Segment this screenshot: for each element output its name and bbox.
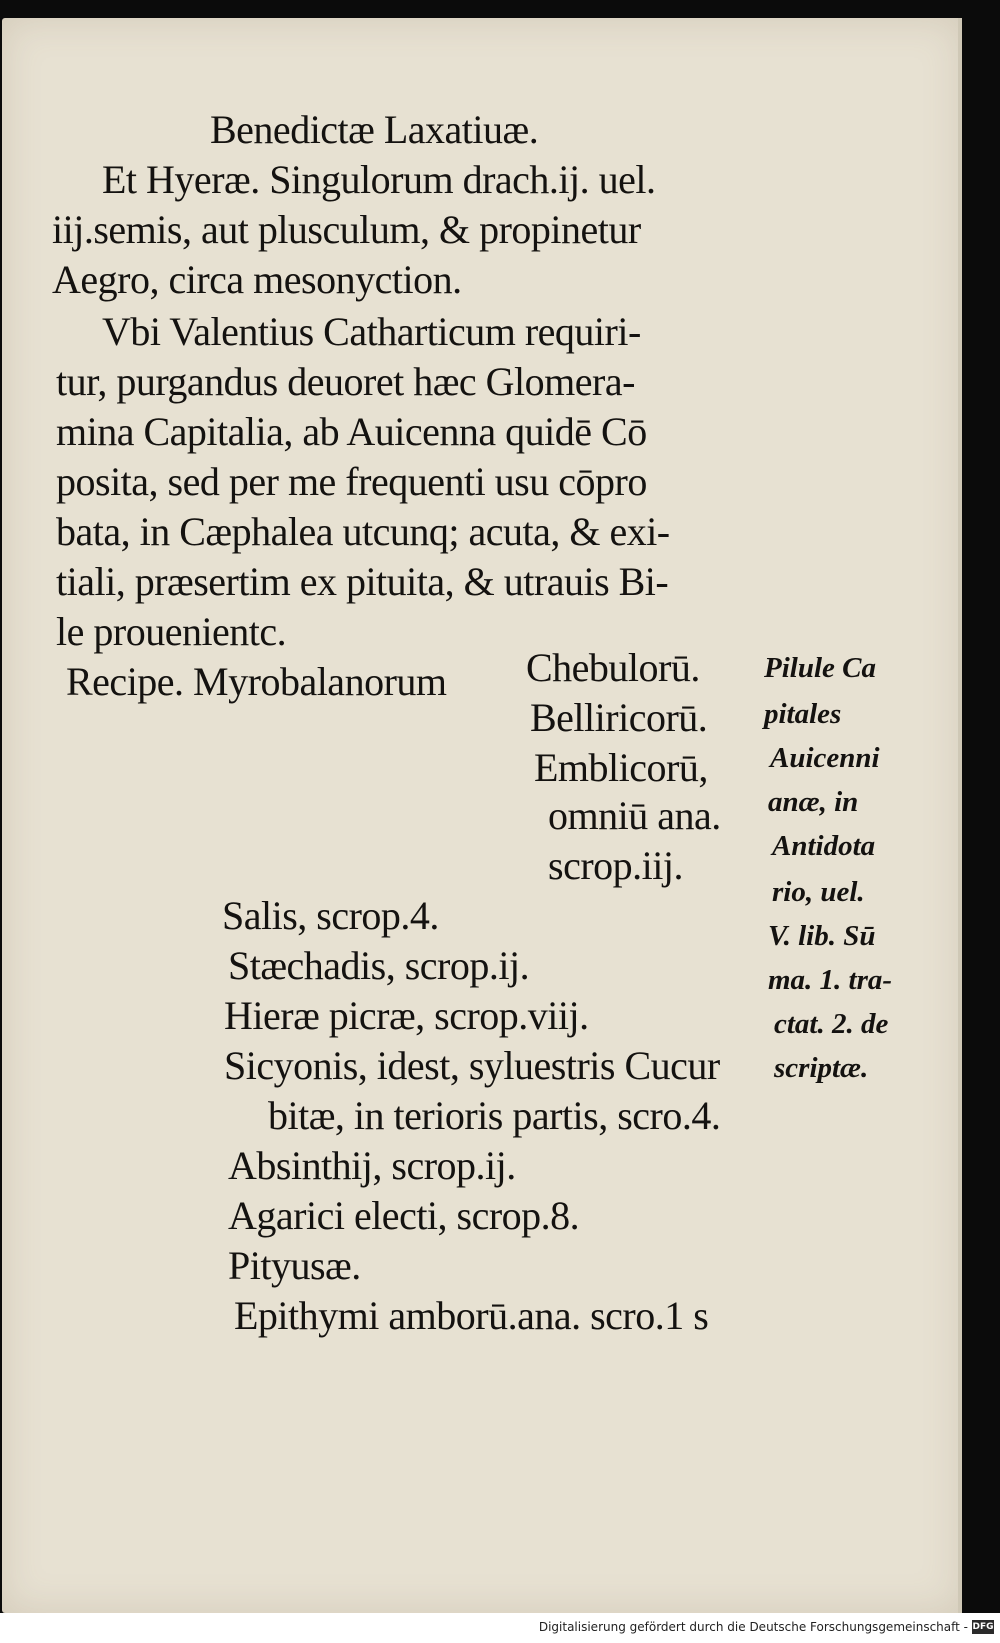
margin-note-line: Auicenni — [770, 742, 880, 774]
heading-line: Benedictæ Laxatiuæ. — [210, 107, 539, 152]
text-line: posita, sed per me frequenti usu cōpro — [56, 459, 647, 504]
text-line: iij.semis, aut plusculum, & propinetur — [52, 207, 641, 252]
margin-note-line: Antidota — [772, 830, 876, 862]
recipe-item: Absinthij, scrop.ij. — [228, 1143, 516, 1188]
recipe-item: Agarici electi, scrop.8. — [228, 1193, 580, 1238]
recipe-item: Pityusæ. — [228, 1243, 361, 1288]
dfg-logo: DFG — [972, 1622, 994, 1632]
margin-note-line: ma. 1. tra- — [768, 964, 893, 996]
recipe-item: Stæchadis, scrop.ij. — [228, 943, 530, 988]
footer-bar — [0, 1613, 1000, 1643]
book-page — [2, 18, 962, 1613]
recipe-col-line: omniū ana. — [548, 793, 721, 838]
text-line: Vbi Valentius Catharticum requiri- — [102, 309, 641, 354]
recipe-col-line: Emblicorū, — [534, 745, 708, 790]
recipe-col-line: Belliricorū. — [530, 695, 708, 740]
recipe-item: Sicyonis, idest, syluestris Cucur — [224, 1043, 720, 1088]
text-line: mina Capitalia, ab Auicenna quidē Cō — [56, 409, 647, 454]
margin-note-line: scriptæ. — [774, 1052, 869, 1084]
recipe-item: Salis, scrop.4. — [222, 893, 439, 938]
text-line: tur, purgandus deuoret hæc Glomera- — [56, 359, 635, 404]
recipe-item: bitæ, in terioris partis, scro.4. — [268, 1093, 721, 1138]
recipe-col-line: scrop.iij. — [548, 843, 683, 888]
margin-note-line: anæ, in — [768, 786, 859, 818]
recipe-item: Hieræ picræ, scrop.viij. — [224, 993, 589, 1038]
text-line: tiali, præsertim ex pituita, & utrauis Bi- — [56, 559, 669, 604]
page-edge — [958, 18, 962, 1613]
text-line: bata, in Cæphalea utcunq; acuta, & exi- — [56, 509, 670, 554]
recipe-head: Recipe. Myrobalanorum — [66, 659, 447, 704]
text-line: Et Hyeræ. Singulorum drach.ij. uel. — [102, 157, 656, 202]
recipe-item: Epithymi amborū.ana. scro.1 s — [234, 1293, 709, 1338]
recipe-col-line: Chebulorū. — [526, 645, 700, 690]
margin-note-line: rio, uel. — [772, 876, 865, 908]
margin-note-line: pitales — [764, 698, 842, 730]
text-line: Aegro, circa mesonyction. — [52, 257, 462, 302]
margin-note-line: V. lib. Sū — [768, 920, 876, 952]
funding-notice: Digitalisierung gefördert durch die Deutsche Forschungsgemeinschaft - — [538, 1620, 968, 1634]
margin-note-line: Pilule Ca — [764, 652, 876, 684]
text-line: le prouenientc. — [56, 609, 287, 654]
margin-note-line: ctat. 2. de — [774, 1008, 889, 1040]
